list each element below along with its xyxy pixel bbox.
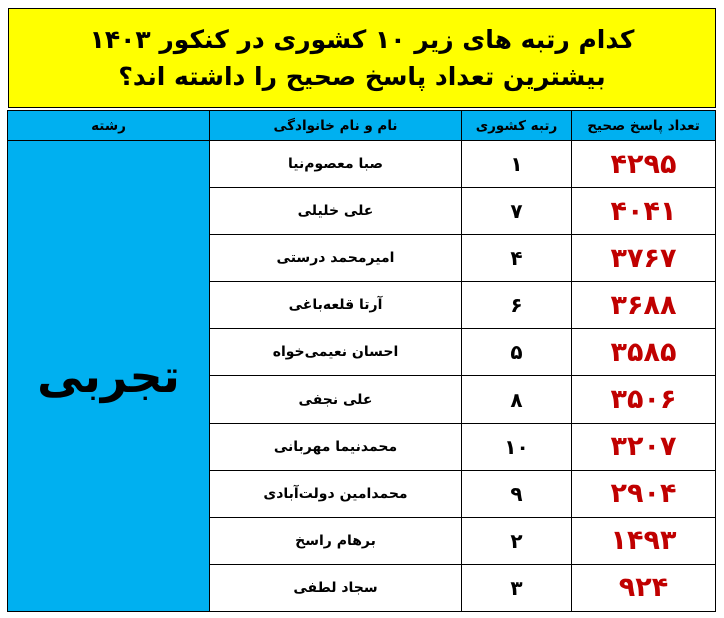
table-row <box>8 141 716 188</box>
cell-rank: ۹ <box>462 470 572 517</box>
cell-name: برهام راسخ <box>210 517 462 564</box>
cell-score: ۳۷۶۷ <box>572 235 716 282</box>
cell-field-value: تجربی <box>8 141 210 612</box>
header-field: رشته <box>8 111 210 141</box>
cell-rank: ۴ <box>462 235 572 282</box>
cell-name: سجاد لطفی <box>210 564 462 611</box>
cell-score: ۱۴۹۳ <box>572 517 716 564</box>
cell-name: علی نجفی <box>210 376 462 423</box>
cell-name: محمدامین دولت‌آبادی <box>210 470 462 517</box>
cell-rank: ۳ <box>462 564 572 611</box>
cell-score: ۳۶۸۸ <box>572 282 716 329</box>
cell-rank: ۷ <box>462 188 572 235</box>
cell-rank: ۶ <box>462 282 572 329</box>
cell-score: ۳۲۰۷ <box>572 423 716 470</box>
header-rank: رتبه کشوری <box>462 111 572 141</box>
results-table-container <box>8 110 716 612</box>
cell-name: احسان نعیمی‌خواه <box>210 329 462 376</box>
table-body <box>8 141 716 612</box>
title-banner <box>8 8 716 108</box>
cell-name: آرتا قلعه‌باغی <box>210 282 462 329</box>
cell-rank: ۵ <box>462 329 572 376</box>
title-line-1: کدام رتبه های زیر ۱۰ کشوری در کنکور ۱۴۰۳ <box>89 24 635 54</box>
cell-name: صبا معصوم‌نیا <box>210 141 462 188</box>
header-score: تعداد پاسخ صحیح <box>572 111 716 141</box>
results-table <box>7 110 716 612</box>
header-name: نام و نام خانوادگی <box>210 111 462 141</box>
table-header-row <box>8 111 716 141</box>
cell-name: محمدنیما مهربانی <box>210 423 462 470</box>
title-line-2: بیشترین تعداد پاسخ صحیح را داشته اند؟ <box>118 62 606 91</box>
cell-rank: ۱ <box>462 141 572 188</box>
cell-score: ۳۵۸۵ <box>572 329 716 376</box>
cell-name: علی خلیلی <box>210 188 462 235</box>
cell-rank: ۱۰ <box>462 423 572 470</box>
cell-score: ۴۰۴۱ <box>572 188 716 235</box>
cell-rank: ۲ <box>462 517 572 564</box>
cell-rank: ۸ <box>462 376 572 423</box>
cell-score: ۳۵۰۶ <box>572 376 716 423</box>
cell-score: ۹۲۴ <box>572 564 716 611</box>
cell-score: ۲۹۰۴ <box>572 470 716 517</box>
cell-name: امیرمحمد درستی <box>210 235 462 282</box>
cell-score: ۴۲۹۵ <box>572 141 716 188</box>
